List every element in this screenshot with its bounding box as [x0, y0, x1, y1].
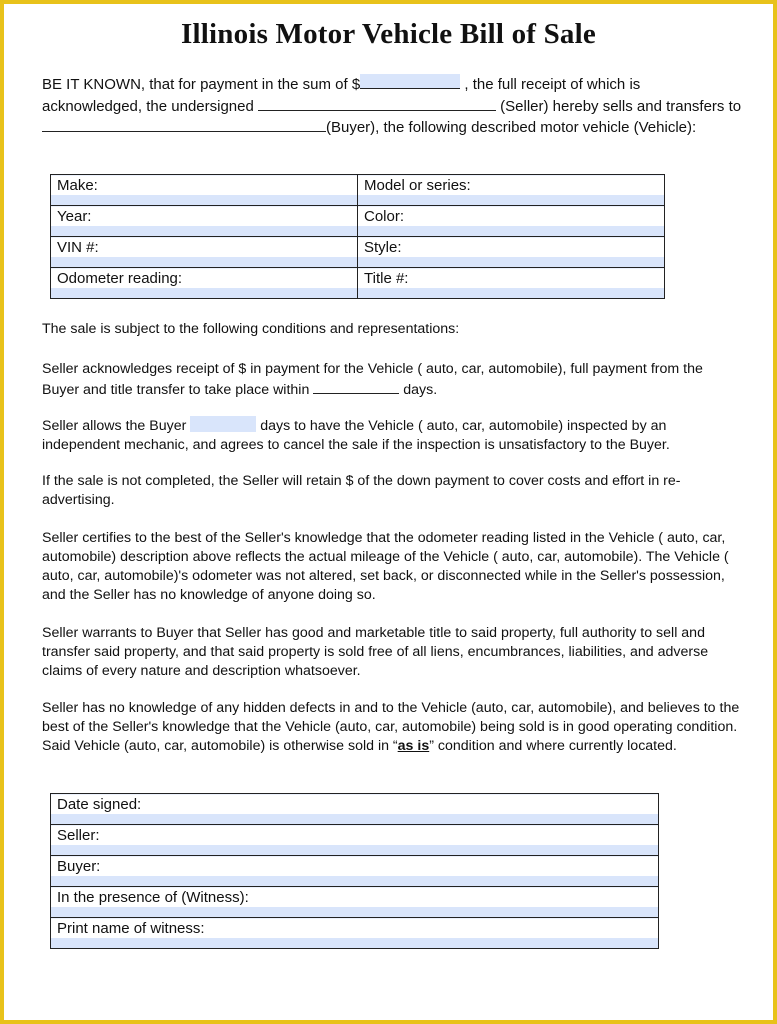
payment-text-1: Seller acknowledges receipt of $ in payment for the Vehicle ( auto, car, automobile), full payment from the Buyer and title transfer to take place within — [42, 361, 703, 398]
witness-signature-field[interactable]: In the presence of (Witness): — [51, 887, 659, 918]
payment-paragraph — [42, 360, 742, 400]
title-number-field[interactable]: Title #: — [358, 268, 665, 299]
seller-signature-field[interactable]: Seller: — [51, 825, 659, 856]
intro-text-3: (Seller) hereby sells and transfers to — [500, 97, 742, 115]
table-row — [51, 918, 659, 949]
odometer-certification-paragraph: Seller certifies to the best of the Seller's knowledge that the odometer reading listed in the Vehicle ( auto, car, automobile) description above reflects the actual mileage of the Vehicle ( auto, car, automobile). The Vehicle ( auto, car, automobile)'s odometer was not altered, set back, or disconnected while in the Seller's possession, and the Seller has no knowledge of anyone doing so. — [42, 530, 729, 603]
table-row — [51, 794, 659, 825]
year-field[interactable]: Year: — [51, 206, 358, 237]
odometer-field[interactable]: Odometer reading: — [51, 268, 358, 299]
inspection-text-1: Seller allows the Buyer — [42, 418, 187, 434]
conditions-heading: The sale is subject to the following conditions and representations: — [42, 321, 460, 337]
color-field[interactable]: Color: — [358, 206, 665, 237]
payment-amount-field[interactable] — [360, 74, 460, 89]
intro-text-2: , the full receipt of which is acknowledged, the undersigned — [42, 76, 641, 115]
date-signed-field[interactable]: Date signed: — [51, 794, 659, 825]
table-row — [51, 887, 659, 918]
model-field[interactable]: Model or series: — [358, 175, 665, 206]
table-row — [51, 175, 665, 206]
intro-paragraph — [42, 74, 742, 139]
defects-text-2: ” condition and where currently located. — [429, 738, 677, 754]
sale-not-completed-paragraph: If the sale is not completed, the Seller will retain $ of the down payment to cover costs and effort in re-advertising. — [42, 473, 681, 508]
inspection-paragraph — [42, 416, 742, 455]
make-field[interactable]: Make: — [51, 175, 358, 206]
table-row — [51, 237, 665, 268]
as-is-text: as is — [397, 738, 430, 754]
buyer-name-field[interactable] — [42, 117, 326, 132]
inspection-text-2: days to have the Vehicle ( auto, car, automobile) inspected by an independent mechanic, and agrees to cancel the sale if the inspection is unsatisfactory to the Buyer. — [42, 418, 670, 453]
transfer-days-field[interactable] — [313, 379, 399, 394]
table-row — [51, 206, 665, 237]
vin-field[interactable]: VIN #: — [51, 237, 358, 268]
hidden-defects-paragraph — [42, 699, 742, 756]
table-row — [51, 856, 659, 887]
buyer-signature-field[interactable]: Buyer: — [51, 856, 659, 887]
witness-print-name-field[interactable]: Print name of witness: — [51, 918, 659, 949]
defects-text-1: Seller has no knowledge of any hidden defects in and to the Vehicle (auto, car, automobile), and believes to the best of the Seller's knowledge that the Vehicle (auto, car, automobile) being sold is in good operating condition. Said Vehicle (auto, car, automobile) is otherwise sold in “ — [42, 700, 740, 754]
signature-table — [50, 793, 659, 949]
document-title: Illinois Motor Vehicle Bill of Sale — [181, 18, 596, 50]
seller-name-field[interactable] — [258, 96, 496, 111]
intro-text-4: (Buyer), the following described motor vehicle (Vehicle): — [326, 119, 697, 136]
table-row — [51, 268, 665, 299]
vehicle-details-table — [50, 174, 665, 299]
inspection-days-field[interactable] — [190, 416, 256, 432]
payment-text-2: days. — [403, 382, 438, 398]
intro-text-1: BE IT KNOWN, that for payment in the sum of $ — [42, 76, 361, 93]
table-row — [51, 825, 659, 856]
title-warranty-paragraph: Seller warrants to Buyer that Seller has good and marketable title to said property, full authority to sell and transfer said property, and that said property is sold free of all liens, encumbrances, liabilities, and adverse claims of every nature and description whatsoever. — [42, 625, 709, 679]
style-field[interactable]: Style: — [358, 237, 665, 268]
